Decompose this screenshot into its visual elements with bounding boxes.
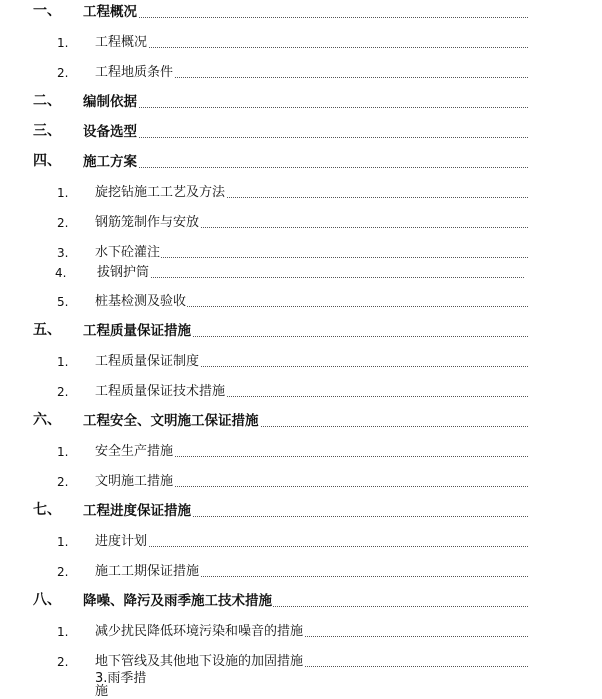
toc-number: 2. [57, 565, 69, 579]
leader-dots [100, 167, 528, 168]
toc-number: 2. [57, 385, 69, 399]
leader-dots [100, 107, 528, 108]
toc-entry[interactable] [0, 351, 602, 373]
toc-number: 七、 [33, 502, 61, 518]
toc-title: 旋挖钻施工工艺及方法 [95, 181, 226, 200]
toc-number: 4. [55, 266, 67, 280]
cut-off-entry [95, 671, 155, 699]
leader-dots [100, 137, 528, 138]
toc-number: 1. [57, 625, 69, 639]
toc-number: 5. [57, 295, 69, 309]
toc-number: 2. [57, 216, 69, 230]
toc-title: 工程质量保证措施 [83, 319, 192, 339]
toc-number: 2. [57, 66, 69, 80]
leader-dots [110, 277, 524, 278]
toc-number: 一、 [33, 3, 61, 19]
toc-title: 文明施工措施 [95, 470, 174, 489]
toc-number: 二、 [33, 93, 61, 109]
toc-number: 2. [57, 475, 69, 489]
toc-title: 安全生产措施 [95, 440, 174, 459]
toc-entry[interactable] [0, 152, 602, 174]
toc-title: 工程进度保证措施 [83, 499, 192, 519]
toc-entry[interactable] [0, 242, 602, 264]
toc-entry[interactable] [0, 441, 602, 463]
toc-number: 五、 [33, 322, 61, 338]
leader-dots [100, 17, 528, 18]
toc-title: 工程安全、文明施工保证措施 [83, 409, 260, 429]
toc-number: 八、 [33, 592, 61, 608]
toc-number: 1. [57, 445, 69, 459]
toc-entry[interactable] [0, 291, 602, 313]
toc-title: 工程质量保证制度 [95, 350, 200, 369]
toc-entry[interactable] [0, 591, 602, 613]
toc-entry[interactable] [0, 2, 602, 24]
toc-title: 工程概况 [95, 31, 148, 50]
toc-title: 地下管线及其他地下设施的加固措施 [95, 650, 304, 669]
toc-entry[interactable] [0, 531, 602, 553]
toc-entry[interactable] [0, 92, 602, 114]
leader-dots [110, 546, 528, 547]
toc-number: 1. [57, 186, 69, 200]
toc-title: 钢筋笼制作与安放 [95, 211, 200, 230]
toc-title: 拔钢护筒 [97, 261, 150, 280]
toc-entry[interactable] [0, 262, 602, 284]
toc-entry[interactable] [0, 561, 602, 583]
toc-entry[interactable] [0, 501, 602, 523]
toc-title: 减少扰民降低环境污染和噪音的措施 [95, 620, 304, 639]
toc-title: 工程质量保证技术措施 [95, 380, 226, 399]
toc-entry[interactable] [0, 122, 602, 144]
toc-number: 四、 [33, 153, 61, 169]
toc-entry[interactable] [0, 182, 602, 204]
toc-title: 桩基检测及验收 [95, 290, 187, 309]
toc-entry[interactable] [0, 411, 602, 433]
leader-dots [110, 47, 528, 48]
toc-title: 降噪、降污及雨季施工技术措施 [83, 589, 273, 609]
toc-title: 进度计划 [95, 530, 148, 549]
toc-entry[interactable] [0, 321, 602, 343]
toc-number: 1. [57, 36, 69, 50]
toc-entry[interactable] [0, 621, 602, 643]
toc-entry[interactable] [0, 32, 602, 54]
toc-title: 编制依据 [83, 90, 138, 110]
toc-number: 1. [57, 355, 69, 369]
toc-title: 工程概况 [83, 0, 138, 20]
toc-title: 工程地质条件 [95, 61, 174, 80]
toc-number: 六、 [33, 412, 61, 428]
leader-dots [110, 257, 528, 258]
toc-title: 施工工期保证措施 [95, 560, 200, 579]
toc-number: 1. [57, 535, 69, 549]
toc-title: 水下砼灌注 [95, 241, 161, 260]
toc-title: 施工方案 [83, 150, 138, 170]
toc-title: 设备选型 [83, 120, 138, 140]
toc-entry[interactable] [0, 212, 602, 234]
toc-entry[interactable] [0, 62, 602, 84]
toc-entry[interactable] [0, 381, 602, 403]
cut-off-text: 3.雨季措施 [95, 671, 147, 699]
toc-number: 3. [57, 246, 69, 260]
toc-entry[interactable] [0, 471, 602, 493]
toc-number: 2. [57, 655, 69, 669]
toc-entry[interactable] [0, 651, 602, 673]
toc-number: 三、 [33, 123, 61, 139]
